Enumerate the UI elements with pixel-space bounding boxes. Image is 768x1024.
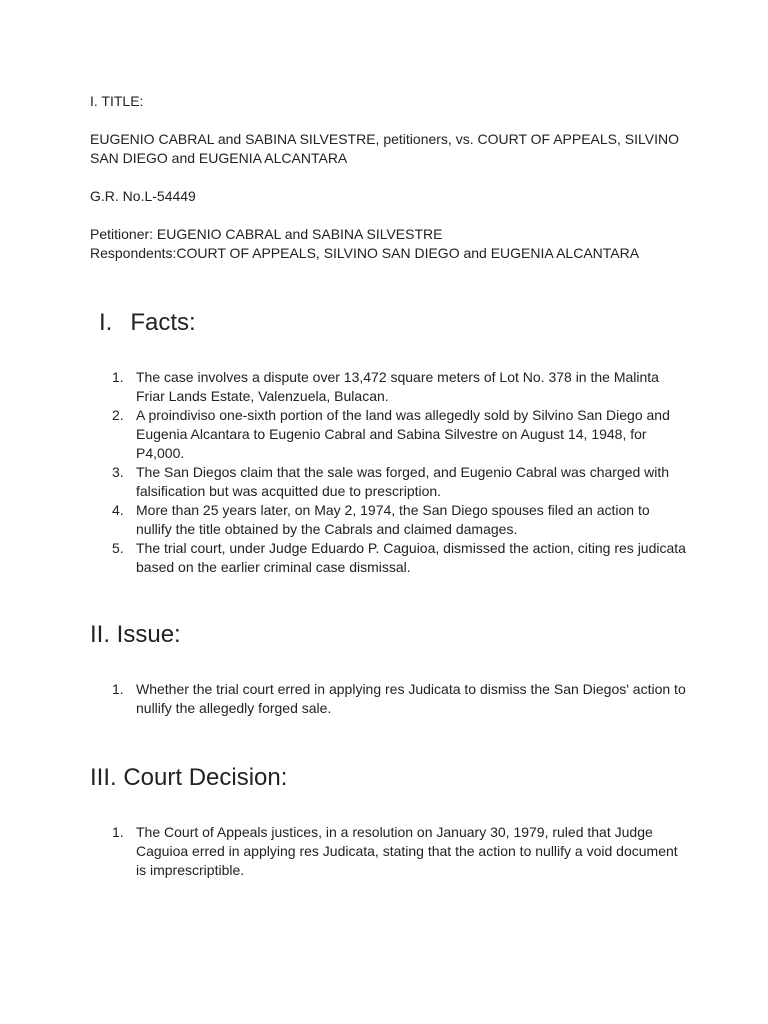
case-title-line-2: SAN DIEGO and EUGENIA ALCANTARA [90, 150, 348, 166]
respondents-line: Respondents:COURT OF APPEALS, SILVINO SAN DIEGO and EUGENIA ALCANTARA [90, 245, 640, 261]
list-item [90, 680, 690, 718]
list-item-number: 1. [112, 824, 124, 840]
facts-heading [99, 309, 196, 337]
list-item-line: The trial court, under Judge Eduardo P. Caguioa, dismissed the action, citing res judicata [136, 540, 686, 556]
issue-heading: II. Issue: [90, 621, 181, 648]
facts-heading-label: Facts: [130, 309, 196, 336]
list-item [90, 823, 690, 880]
list-item-line: based on the earlier criminal case dismissal. [136, 559, 411, 575]
list-item [90, 463, 690, 501]
decision-heading: III. Court Decision: [90, 764, 288, 791]
list-item-line: More than 25 years later, on May 2, 1974, the San Diego spouses filed an action to [136, 502, 650, 518]
list-item-number: 3. [112, 464, 124, 480]
list-item-number: 4. [112, 502, 124, 518]
list-item-line: Eugenia Alcantara to Eugenio Cabral and Sabina Silvestre on August 14, 1948, for [136, 426, 647, 442]
list-item-number: 1. [112, 681, 124, 697]
issue-list [90, 680, 690, 718]
list-item-line: Caguioa erred in applying res Judicata, stating that the action to nullify a void document [136, 843, 678, 859]
list-item-line: P4,000. [136, 445, 185, 461]
list-item-line: is imprescriptible. [136, 862, 245, 878]
case-title-line-1: EUGENIO CABRAL and SABINA SILVESTRE, petitioners, vs. COURT OF APPEALS, SILVINO [90, 131, 679, 147]
list-item-line: Whether the trial court erred in applying res Judicata to dismiss the San Diegos' action to [136, 681, 686, 697]
parties [90, 225, 690, 263]
list-item-number: 5. [112, 540, 124, 556]
list-item [90, 539, 690, 577]
list-item-line: The Court of Appeals justices, in a resolution on January 30, 1979, ruled that Judge [136, 824, 653, 840]
case-title [90, 130, 690, 168]
list-item-line: The case involves a dispute over 13,472 square meters of Lot No. 378 in the Malinta [136, 369, 659, 385]
list-item-number: 1. [112, 369, 124, 385]
gr-number: G.R. No.L-54449 [90, 188, 196, 204]
list-item-line: nullify the allegedly forged sale. [136, 700, 332, 716]
facts-heading-number: I. [99, 309, 113, 336]
title-heading: I. TITLE: [90, 93, 144, 109]
list-item [90, 368, 690, 406]
list-item [90, 406, 690, 463]
list-item-number: 2. [112, 407, 124, 423]
list-item-line: nullify the title obtained by the Cabrals and claimed damages. [136, 521, 518, 537]
decision-list [90, 823, 690, 880]
petitioner-line: Petitioner: EUGENIO CABRAL and SABINA SILVESTRE [90, 226, 443, 242]
list-item [90, 501, 690, 539]
list-item-line: A proindiviso one-sixth portion of the land was allegedly sold by Silvino San Diego and [136, 407, 670, 423]
list-item-line: The San Diegos claim that the sale was forged, and Eugenio Cabral was charged with [136, 464, 670, 480]
list-item-line: falsification but was acquitted due to prescription. [136, 483, 442, 499]
facts-list [90, 368, 690, 577]
list-item-line: Friar Lands Estate, Valenzuela, Bulacan. [136, 388, 389, 404]
